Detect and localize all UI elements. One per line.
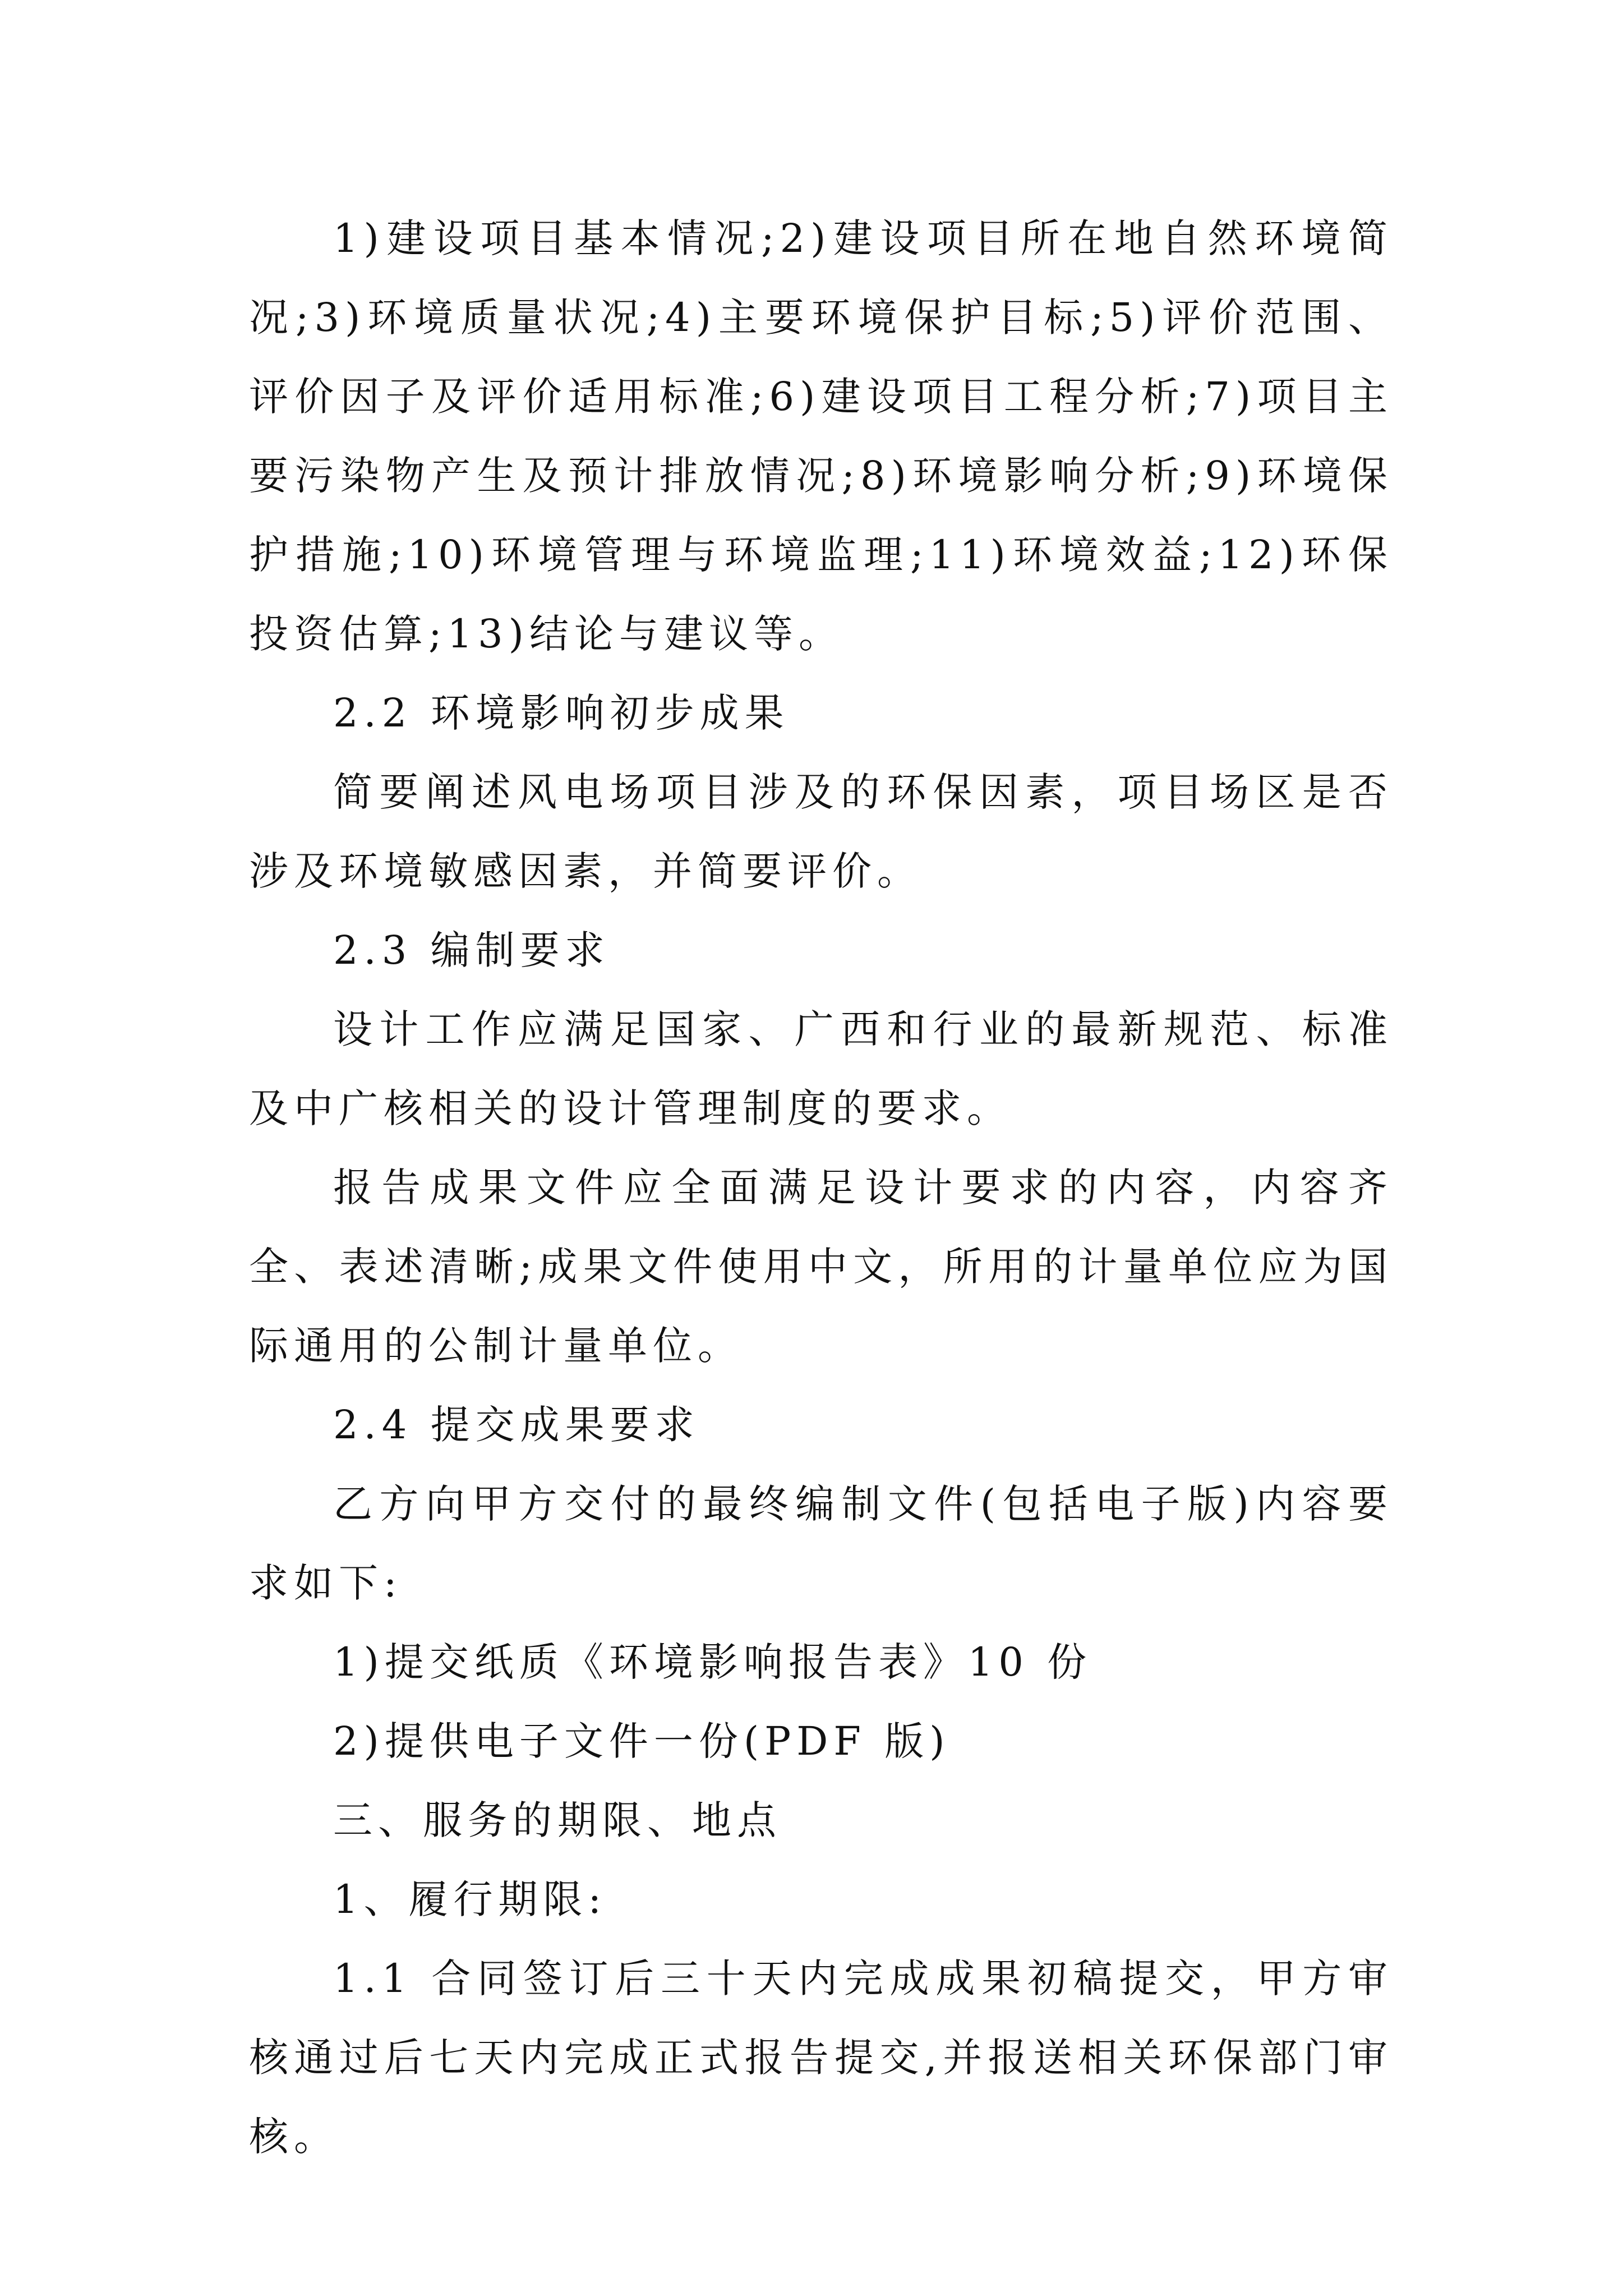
paragraph-delivery: 乙方向甲方交付的最终编制文件(包括电子版)内容要求如下: xyxy=(249,1481,1393,1606)
heading-2-2: 2.2 环境影响初步成果 xyxy=(333,690,790,736)
paragraph-report-requirements: 报告成果文件应全面满足设计要求的内容，内容齐全、表述清晰;成果文件使用中文，所用的计量单位应为国际通用的公制计量单位。 xyxy=(249,1165,1393,1369)
list-item-electronic-file: 2)提供电子文件一份(PDF 版) xyxy=(333,1718,951,1764)
paragraph-timeline: 1.1 合同签订后三十天内完成成果初稿提交，甲方审核通过后七天内完成正式报告提交,并报送相关环保部门审核。 xyxy=(249,1955,1393,2160)
heading-performance-period: 1、履行期限: xyxy=(333,1876,607,1922)
heading-2-4: 2.4 提交成果要求 xyxy=(333,1402,700,1448)
heading-section-3: 三、服务的期限、地点 xyxy=(333,1797,782,1843)
paragraph-initial-results: 简要阐述风电场项目涉及的环保因素，项目场区是否涉及环境敏感因素，并简要评价。 xyxy=(249,769,1393,894)
document-body xyxy=(249,199,1393,2177)
paragraph-report-contents: 1)建设项目基本情况;2)建设项目所在地自然环境简况;3)环境质量状况;4)主要环境保护目标;5)评价范围、评价因子及评价适用标准;6)建设项目工程分析;7)项目主要污染物产生及预计排放情况;8)环境影响分析;9)环境保护措施;10)环境管理与环境监理;11)环境效益;12)环保投资估算;13)结论与建议等。 xyxy=(249,215,1393,657)
list-item-paper-copies: 1)提交纸质《环境影响报告表》10 份 xyxy=(333,1639,1092,1685)
heading-2-3: 2.3 编制要求 xyxy=(333,927,610,973)
paragraph-design-standards: 设计工作应满足国家、广西和行业的最新规范、标准及中广核相关的设计管理制度的要求。 xyxy=(249,1006,1393,1131)
